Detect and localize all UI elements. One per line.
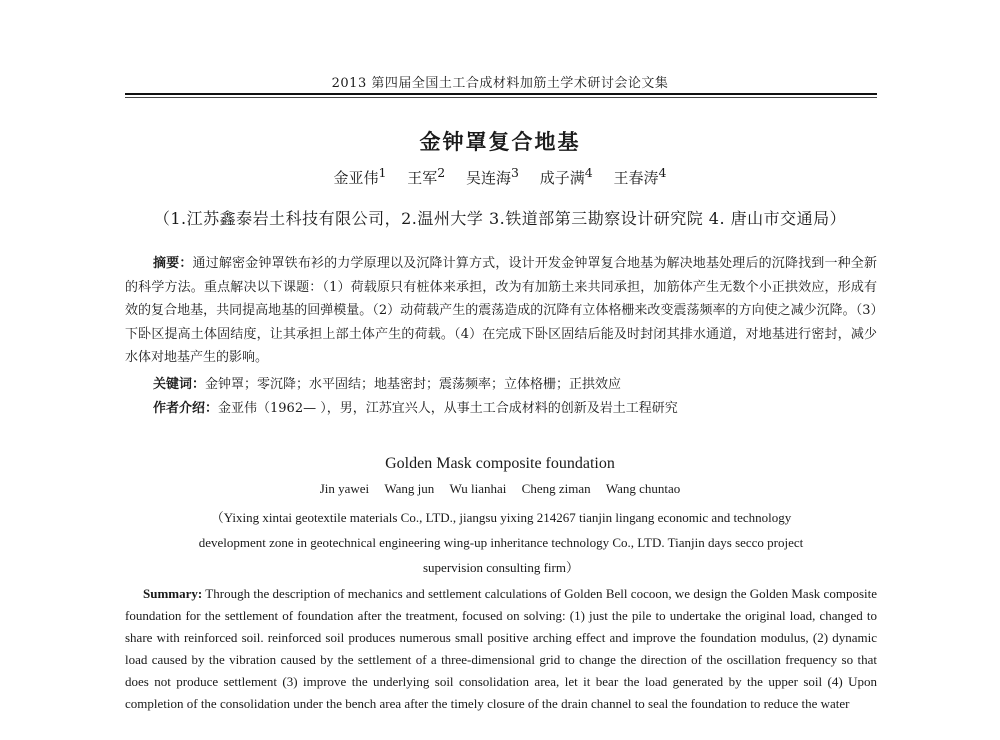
keywords-cn: [153, 375, 873, 395]
affiliation-en-line: （Yixing xintai geotextile materials Co., LTD., jiangsu yixing 214267 tianjin lingang economic and technology: [210, 510, 792, 525]
running-head: 2013 第四届全国土工合成材料加筋土学术研讨会论文集: [331, 76, 669, 91]
author-intro-cn: [153, 399, 873, 419]
keywords-label-cn: 关键词：: [153, 377, 206, 392]
author-intro-label-cn: 作者介绍：: [153, 401, 219, 416]
author-cn: 王军$^2$: [407, 165, 446, 187]
abstract-label-cn: 摘要：: [153, 256, 193, 271]
affiliation-cn: （1.江苏鑫泰岩土科技有限公司，2.温州大学 3.铁道部第三勘察设计研究院 4. 唐山市交通局）: [153, 209, 847, 228]
header-rule-thin: [125, 97, 877, 98]
abstract-text-en: Through the description of mechanics and settlement calculations of Golden Bell cocoon, we design the Golden Mask composite foundation for the settlement of foundation after the treatment, focused on solving: (1) just the pile to undertake the original load, changed to share with reinforced soil. reinforced soil produces numerous small positive arching effect and improve the foundation modulus, (2) dynamic load caused by the vibration caused by the settlement of a three-dimensional grid to change the direction of the oscillation frequency so that does not produce settlement (3) improve the underlying soil consolidation area, let it bear the load generated by the upper soil (4) Upon completion of the consolidation under the bench area after the timely closure of the drain channel to seal the foundation to reduce the water: [125, 586, 877, 711]
author-en: Jin yawei: [319, 481, 370, 496]
author-en: Wang jun: [384, 481, 435, 496]
abstract-en: [125, 583, 877, 715]
author-cn: 吴连海$^3$: [466, 165, 519, 187]
author-en: Wang chuntao: [605, 481, 681, 496]
author-cn: 王春涛$^4$: [613, 165, 667, 187]
author-intro-text-cn: 金亚伟（1962— ），男，江苏宜兴人，从事土工合成材料的创新及岩土工程研究: [218, 401, 678, 416]
affiliation-en-line: supervision consulting firm）: [423, 560, 579, 575]
abstract-label-en: Summary:: [143, 586, 203, 601]
author-cn: 金亚伟$^1$: [333, 165, 387, 187]
affiliation-en-line: development zone in geotechnical engineering wing-up inheritance technology Co., LTD. Tianjin days secco project: [198, 535, 804, 550]
keywords-text-cn: 金钟罩；零沉降；水平固结；地基密封；震荡频率；立体格栅；正拱效应: [205, 377, 622, 392]
paper-title-cn: 金钟罩复合地基: [419, 129, 581, 154]
abstract-cn: [125, 252, 877, 370]
paper-title-en: Golden Mask composite foundation: [385, 455, 615, 472]
author-cn: 成子满$^4$: [539, 165, 593, 187]
header-rule-thick: [125, 93, 877, 95]
author-list-en: [0, 481, 1000, 497]
affiliation-en: [125, 505, 877, 580]
abstract-text-cn: 通过解密金钟罩铁布衫的力学原理以及沉降计算方式，设计开发金钟罩复合地基为解决地基处理后的沉降找到一种全新的科学方法。重点解决以下课题：（1）荷载原只有桩体来承担，改为有加筋土来共同承担，加筋体产生无数个小正拱效应，形成有效的复合地基，共同提高地基的回弹模量。（2）动荷载产生的震荡造成的沉降有立体格栅来改变震荡频率的方向使之减少沉降。（3）下卧区提高土体固结度，让其承担上部土体产生的荷载。（4）在完成下卧区固结后能及时封闭其排水通道，对地基进行密封，减少水体对地基产生的影响。: [125, 256, 877, 365]
author-list-cn: [0, 165, 1000, 188]
author-en: Wu lianhai: [449, 481, 507, 496]
author-en: Cheng ziman: [521, 481, 591, 496]
